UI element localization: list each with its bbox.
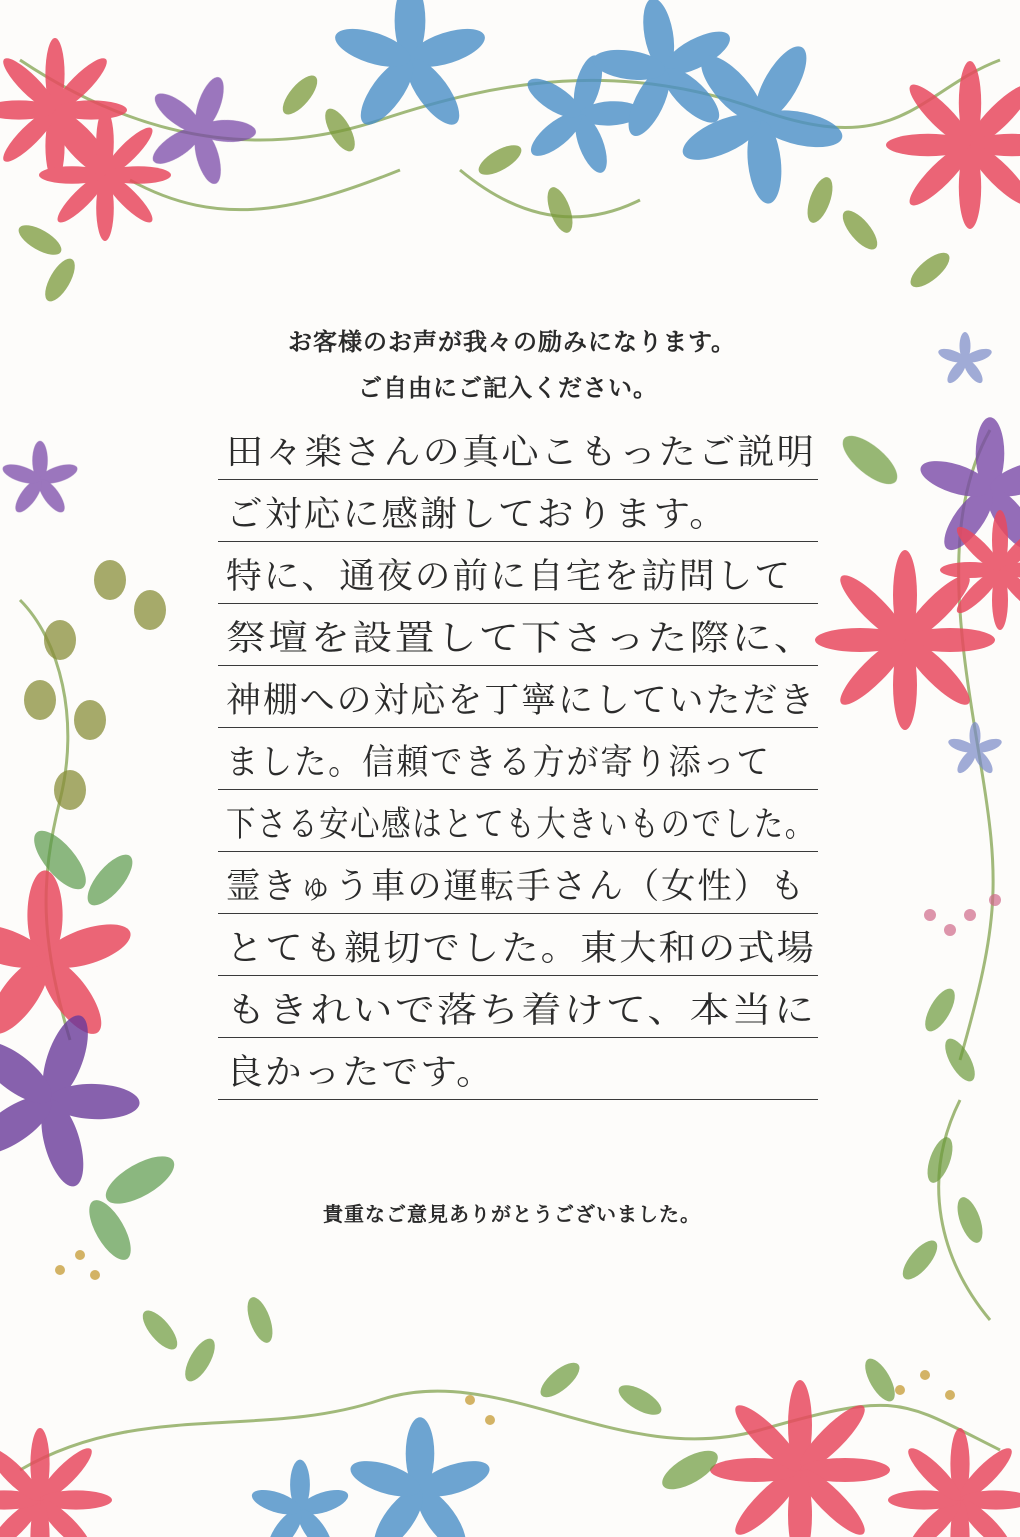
ruled-line <box>218 728 818 790</box>
card-header-line-1: お客様のお声が我々の励みになります。 <box>287 328 737 356</box>
message-line: 神棚への対応を丁寧にしていただき <box>226 681 817 721</box>
message-line: 良かったです。 <box>226 1053 496 1093</box>
ruled-line <box>218 542 818 604</box>
message-line: ご対応に感謝しております。 <box>226 495 729 535</box>
ruled-line <box>218 480 818 542</box>
message-line: 下さる安心感はとても大きいものでした。 <box>226 805 816 845</box>
ruled-line <box>218 666 818 728</box>
message-line: もきれいで落ち着けて、本当に <box>226 991 817 1031</box>
message-line: 特に、通夜の前に自宅を訪問して <box>226 557 793 597</box>
message-line: とても親切でした。東大和の式場 <box>226 929 816 969</box>
ruled-line <box>218 418 818 480</box>
handwritten-message <box>200 418 840 1100</box>
ruled-line <box>218 1038 818 1100</box>
ruled-line <box>218 790 818 852</box>
ruled-line <box>218 604 818 666</box>
message-line: 祭壇を設置して下さった際に、 <box>226 619 817 659</box>
message-line: 田々楽さんの真心こもったご説明 <box>226 433 816 473</box>
card-header-line-2: ご自由にご記入ください。 <box>358 374 658 402</box>
ruled-line <box>218 976 818 1038</box>
message-line: 霊きゅう車の運転手さん（女性）も <box>226 867 807 907</box>
card-footer-thanks: 貴重なご意見ありがとうございました。 <box>323 1202 701 1226</box>
message-line: ました。信頼できる方が寄り添って <box>226 743 771 783</box>
ruled-line <box>218 852 818 914</box>
ruled-line <box>218 914 818 976</box>
